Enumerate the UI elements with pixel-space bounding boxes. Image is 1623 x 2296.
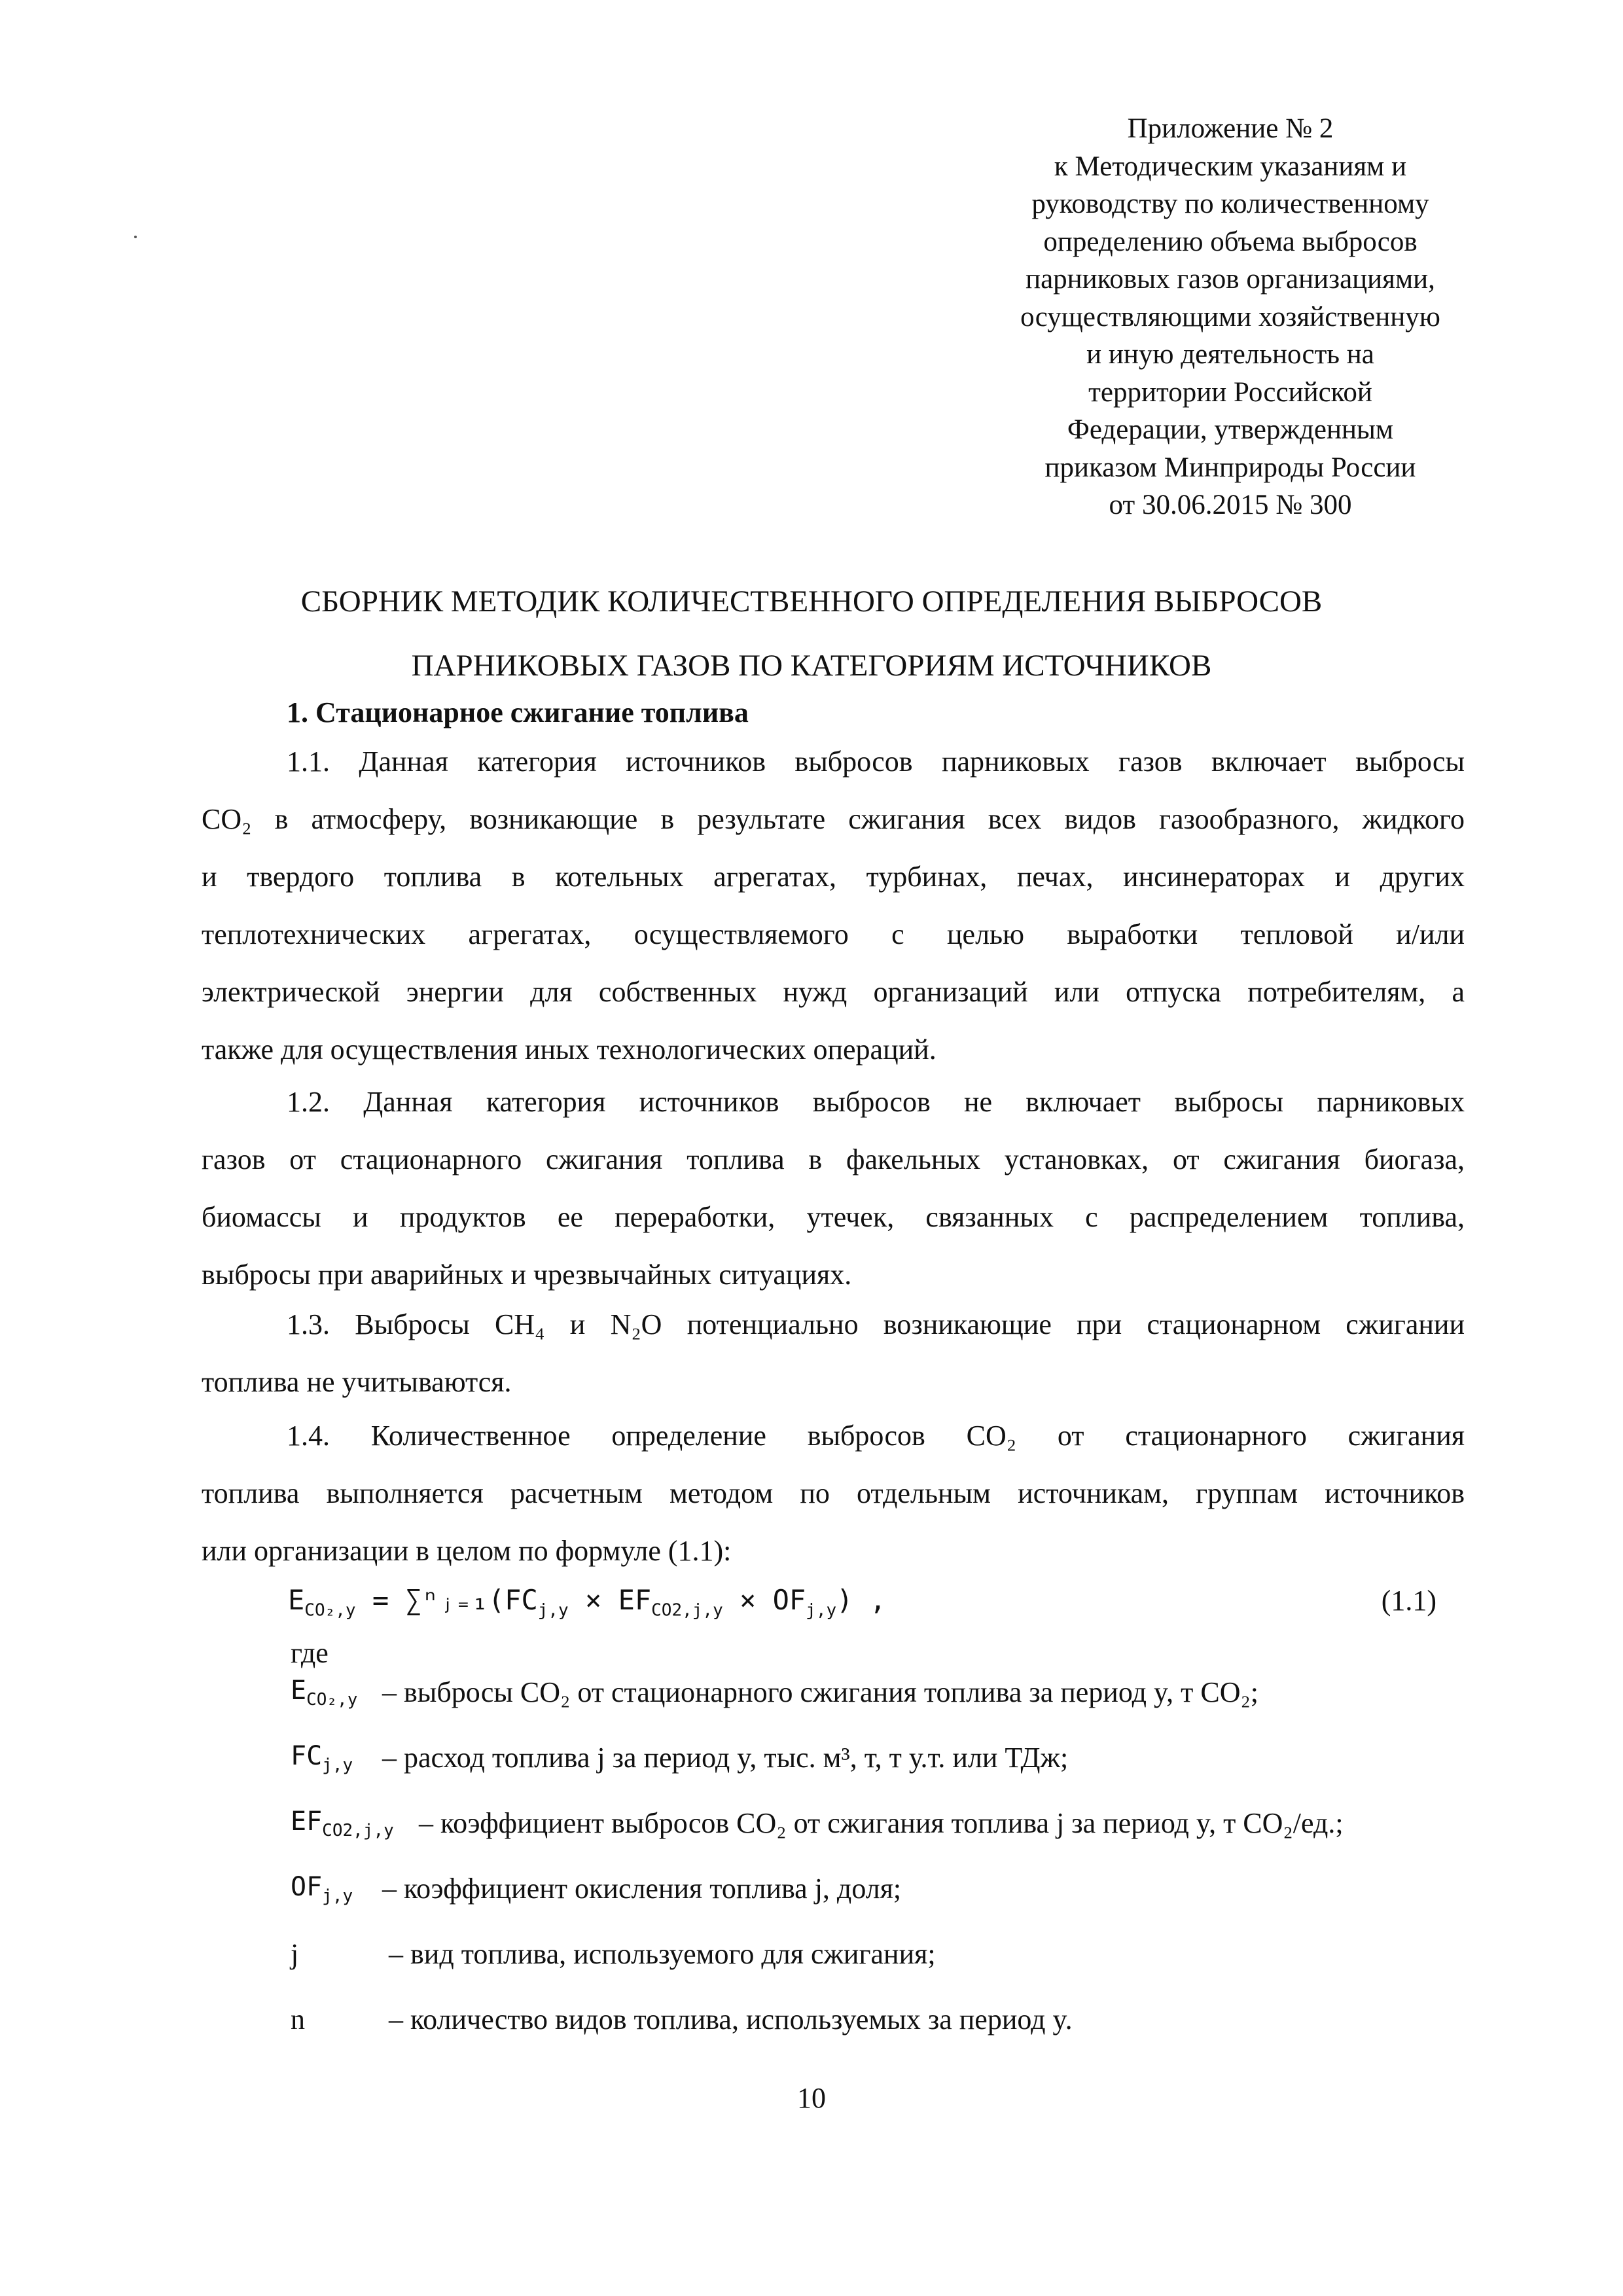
appendix-line: территории Российской (1088, 376, 1372, 408)
paragraph-1-2 (202, 1073, 1465, 1304)
formula-lhs: E (288, 1584, 305, 1616)
legend-description: – количество видов топлива, используемых за период y. (389, 2003, 1073, 2036)
text-line: или организации в целом по формуле (1.1): (202, 1535, 732, 1567)
legend-description: – выбросы CO₂ от стационарного сжигания топлива за период y, т CO₂; (382, 1676, 1259, 1708)
document-title (196, 569, 1427, 698)
formula-close: ) , (836, 1584, 886, 1616)
legend-description: – коэффициент окисления топлива j, доля; (382, 1873, 902, 1905)
scan-speck (134, 236, 137, 238)
page-number: 10 (797, 2082, 826, 2114)
appendix-line: и иную деятельность на (1086, 339, 1374, 370)
legend-symbol: n (291, 2003, 305, 2036)
formula-1-1 (288, 1584, 1466, 1630)
appendix-line: Федерации, утвержденным (1067, 414, 1394, 445)
paragraph-1-4 (202, 1407, 1465, 1580)
text-line: CO₂ в атмосферу, возникающие в результате сжигания всех видов газообразного, жидкого (202, 803, 1465, 835)
formula-fc: (FC (488, 1584, 538, 1616)
appendix-block (949, 110, 1512, 524)
symbol-text: OF (291, 1872, 323, 1902)
appendix-line: Приложение № 2 (1127, 113, 1334, 144)
legend-row-fc (291, 1741, 1469, 1806)
text-line: 1.2. Данная категория источников выбросов не включает выбросы парниковых (287, 1086, 1465, 1118)
paragraph-1-3 (202, 1296, 1465, 1411)
title-line-1: СБОРНИК МЕТОДИК КОЛИЧЕСТВЕННОГО ОПРЕДЕЛЕНИЯ ВЫБРОСОВ (300, 584, 1323, 619)
appendix-line: определению объема выбросов (1043, 226, 1418, 257)
formula-expression (288, 1584, 886, 1620)
symbol-text: EF (291, 1806, 323, 1837)
text-line: топлива не учитываются. (202, 1366, 512, 1398)
legend-row-j (291, 1937, 1469, 2003)
text-line: электрической энергии для собственных нужд организаций или отпуска потребителям, а (202, 976, 1465, 1008)
paragraph-1-1 (202, 733, 1465, 1079)
legend-description: – коэффициент выбросов CO₂ от сжигания топлива j за период y, т CO₂/ед.; (419, 1807, 1344, 1839)
formula-fc-sub: j,y (537, 1600, 569, 1621)
text-line: топлива выполняется расчетным методом по отдельным источникам, группам источников (202, 1477, 1465, 1509)
appendix-line: руководству по количественному (1031, 188, 1429, 219)
legend-symbol (291, 1741, 353, 1775)
text-line: 1.3. Выбросы CH₄ и N₂O потенциально возникающие при стационарном сжигании (287, 1308, 1465, 1340)
section-heading: 1. Стационарное сжигание топлива (287, 696, 749, 728)
text-line: 1.4. Количественное определение выбросов CO₂ от стационарного сжигания (287, 1420, 1465, 1452)
legend-row-of (291, 1872, 1469, 1937)
formula-ef: × EF (568, 1584, 652, 1616)
legend-row-ef (291, 1806, 1469, 1872)
formula-of: × OF (722, 1584, 806, 1616)
formula-sum: = ∑ (355, 1584, 422, 1616)
symbol-sub: j,y (322, 1886, 353, 1906)
where-label: где (291, 1637, 329, 1669)
formula-of-sub: j,y (806, 1600, 837, 1621)
text-line: теплотехнических агрегатах, осуществляемого с целью выработки тепловой и/или (202, 918, 1465, 950)
appendix-line: парниковых газов организациями, (1026, 264, 1435, 295)
legend-description: – вид топлива, используемого для сжигания; (389, 1938, 936, 1970)
legend-symbol (291, 1806, 394, 1840)
appendix-line: осуществляющими хозяйственную (1020, 301, 1440, 332)
formula-number: (1.1) (1381, 1585, 1436, 1617)
appendix-line: от 30.06.2015 № 300 (1109, 490, 1352, 520)
appendix-line: к Методическим указаниям и (1054, 151, 1407, 182)
formula-ef-sub: CO2,j,y (651, 1600, 723, 1621)
symbol-text: E (291, 1676, 307, 1706)
text-line: и твердого топлива в котельных агрегатах, турбинах, печах, инсинераторах и других (202, 861, 1465, 893)
legend-row-n (291, 2003, 1469, 2068)
text-line: газов от стационарного сжигания топлива в факельных установках, от сжигания биогаза, (202, 1143, 1465, 1175)
legend-row-e (291, 1676, 1469, 1741)
text-line: 1.1. Данная категория источников выбросов парниковых газов включает выбросы (287, 745, 1465, 778)
legend-symbol (291, 1872, 353, 1906)
formula-lhs-sub: CO₂,y (304, 1600, 356, 1621)
symbol-sub: CO2,j,y (322, 1821, 394, 1840)
title-line-2: ПАРНИКОВЫХ ГАЗОВ ПО КАТЕГОРИЯМ ИСТОЧНИКОВ (411, 649, 1212, 683)
formula-sum-limits: ⁿⱼ₌₁ (421, 1584, 488, 1616)
text-line: биомассы и продуктов ее переработки, утечек, связанных с распределением топлива, (202, 1201, 1465, 1233)
text-line: также для осуществления иных технологических операций. (202, 1033, 936, 1066)
legend-symbol: j (291, 1938, 299, 1970)
legend-symbol (291, 1676, 357, 1710)
legend-description: – расход топлива j за период y, тыс. м³, т, т у.т. или ТДж; (382, 1742, 1069, 1774)
symbol-text: FC (291, 1741, 323, 1771)
variable-legend (291, 1676, 1469, 2068)
symbol-sub: j,y (322, 1755, 353, 1775)
symbol-sub: CO₂,y (306, 1690, 358, 1710)
text-line: выбросы при аварийных и чрезвычайных ситуациях. (202, 1259, 852, 1291)
appendix-line: приказом Минприроды России (1044, 452, 1416, 483)
